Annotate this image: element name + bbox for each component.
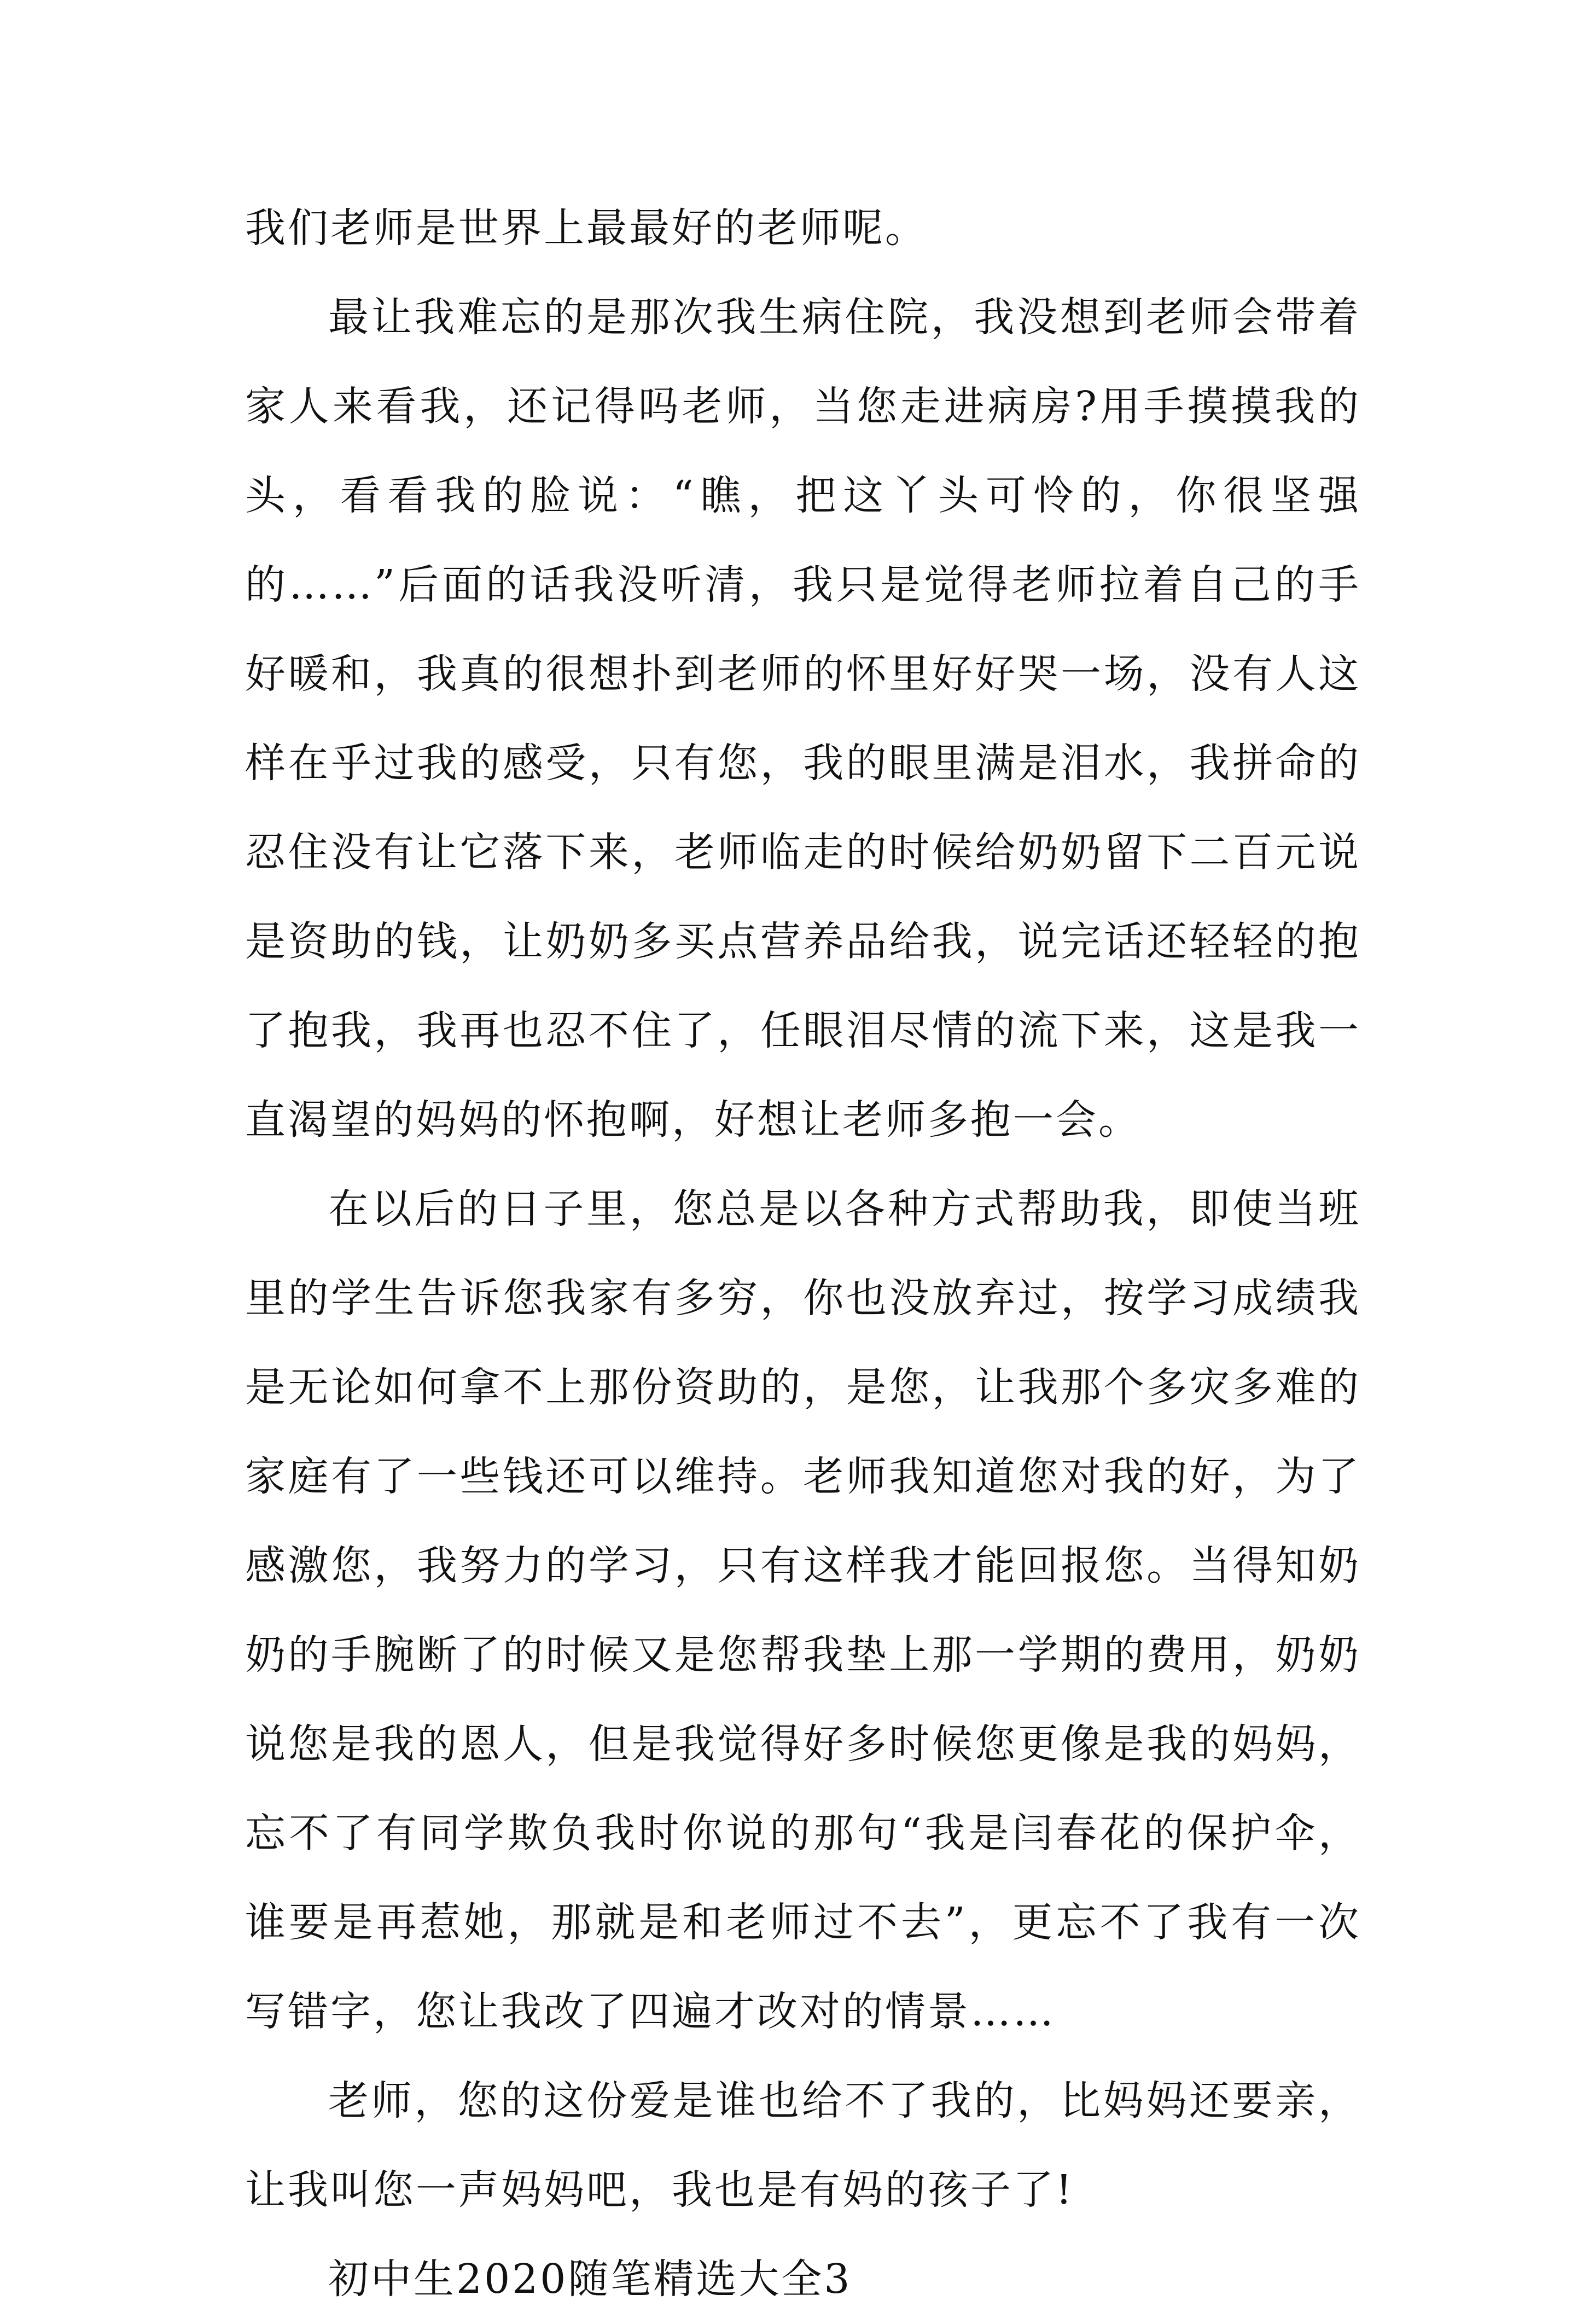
paragraph-teacher-help: 在以后的日子里，您总是以各种方式帮助我，即使当班里的学生告诉您我家有多穷，你也没放弃过，按学习成绩我是无论如何拿不上那份资助的，是您，让我那个多灾多难的家庭有了一些钱还可以维持。老师我知道您对我的好，为了感激您，我努力的学习，只有这样我才能回报您。当得知奶奶的手腕断了的时候又是您帮我垫上那一学期的费用，奶奶说您是我的恩人，但是我觉得好多时候您更像是我的妈妈，忘不了有同学欺负我时你说的那句“我是闫春花的保护伞，谁要是再惹她，那就是和老师过不去”，更忘不了我有一次写错字，您让我改了四遍才改对的情景…… [245, 1186, 1361, 2035]
document-body [245, 184, 1361, 2324]
paragraph-hospital-visit: 最让我难忘的是那次我生病住院，我没想到老师会带着家人来看我，还记得吗老师，当您走进病房?用手摸摸我的头，看看我的脸说：“瞧，把这丫头可怜的，你很坚强的……”后面的话我没听清，我只是觉得老师拉着自己的手好暖和，我真的很想扑到老师的怀里好好哭一场，没有人这样在乎过我的感受，只有您，我的眼里满是泪水，我拼命的忍住没有让它落下来，老师临走的时候给奶奶留下二百元说是资助的钱，让奶奶多买点营养品给我，说完话还轻轻的抱了抱我，我再也忍不住了，任眼泪尽情的流下来，这是我一直渴望的妈妈的怀抱啊，好想让老师多抱一会。 [245, 294, 1361, 1143]
paragraph-continuation: 我们老师是世界上最最好的老师呢。 [245, 205, 928, 252]
section-heading: 初中生2020随笔精选大全3 [328, 2256, 852, 2303]
paragraph-closing: 老师，您的这份爱是谁也给不了我的，比妈妈还要亲，让我叫您一声妈妈吧，我也是有妈的孩子了! [245, 2077, 1361, 2213]
